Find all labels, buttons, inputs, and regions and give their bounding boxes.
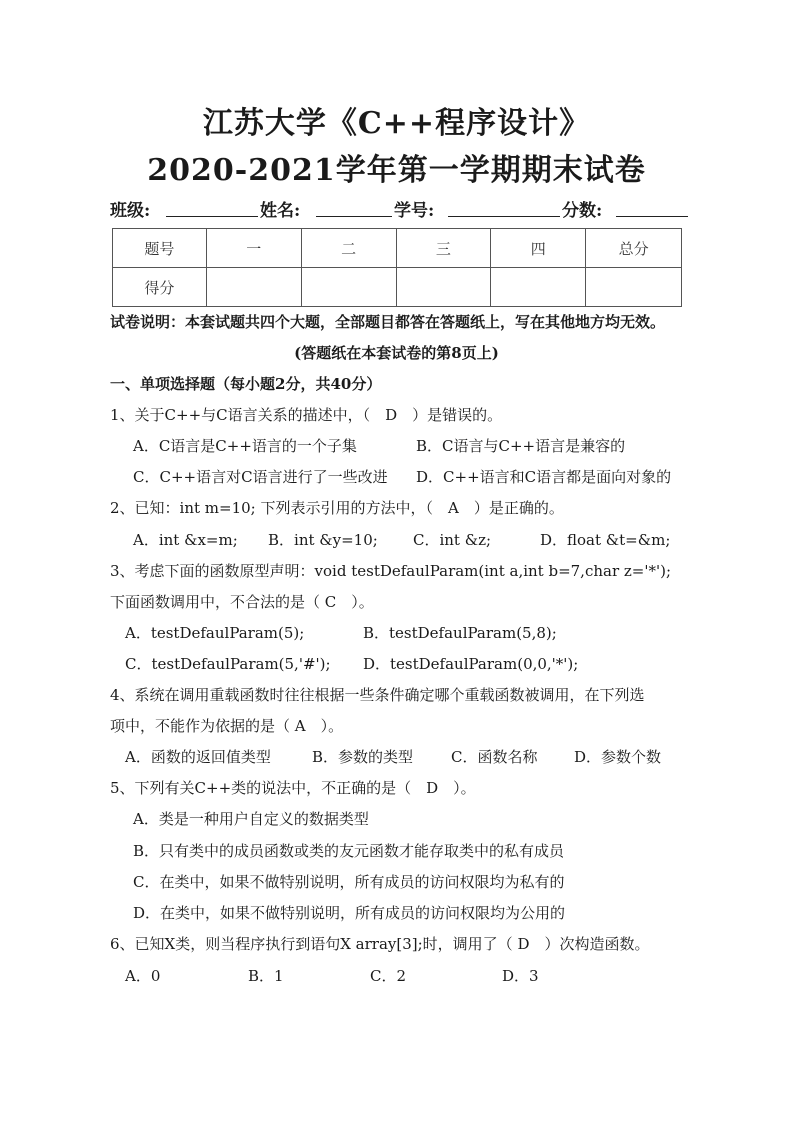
question-5-option-c: C．在类中，如果不做特别说明，所有成员的访问权限均为私有的 xyxy=(133,873,565,891)
score-table-header: 一 xyxy=(206,229,301,268)
question-6-option-c: C．2 xyxy=(370,967,407,985)
score-table-header: 总分 xyxy=(586,229,682,268)
question-3-stem-continued: 下面函数调用中，不合法的是（ C ）。 xyxy=(110,593,374,611)
question-5-option-a: A．类是一种用户自定义的数据类型 xyxy=(133,810,369,828)
score-table-header: 四 xyxy=(491,229,586,268)
instructions-line1: 试卷说明：本套试题共四个大题，全部题目都答在答题纸上，写在其他地方均无效。 xyxy=(110,313,666,331)
score-table xyxy=(112,228,682,307)
section1-heading: 一、单项选择题（每小题2分，共40分） xyxy=(110,375,382,393)
question-4-stem-continued: 项中，不能作为依据的是（ A ）。 xyxy=(110,717,344,735)
score-table-score-row xyxy=(113,268,682,307)
score-cell xyxy=(396,268,491,307)
question-3-option-d: D．testDefaulParam(0,0,'*'); xyxy=(363,655,579,673)
question-4-stem: 4、系统在调用重载函数时往往根据一些条件确定哪个重载函数被调用，在下列选 xyxy=(110,686,645,704)
question-2-stem: 2、已知：int m=10; 下列表示引用的方法中，（ A ）是正确的。 xyxy=(110,499,564,517)
score-blank xyxy=(616,216,688,217)
name-blank xyxy=(316,216,392,217)
question-6-option-b: B．1 xyxy=(248,967,284,985)
question-4-option-c: C．函数名称 xyxy=(451,748,538,766)
score-table-header: 二 xyxy=(301,229,396,268)
question-6-option-a: A．0 xyxy=(125,967,161,985)
question-4-option-d: D．参数个数 xyxy=(574,748,662,766)
student-id-label: 学号: xyxy=(394,201,435,221)
class-label: 班级: xyxy=(110,201,151,221)
question-6-stem: 6、已知X类，则当程序执行到语句X array[3];时，调用了（ D ）次构造函数。 xyxy=(110,935,650,953)
score-cell xyxy=(301,268,396,307)
score-table-header: 三 xyxy=(396,229,491,268)
score-label: 分数: xyxy=(562,201,603,221)
question-2-option-b: B．int &y=10; xyxy=(268,531,378,549)
exam-title-line2: 2020-2021学年第一学期期末试卷 xyxy=(147,153,646,188)
question-3-option-c: C．testDefaulParam(5,'#'); xyxy=(125,655,331,673)
question-1-option-a: A．C语言是C++语言的一个子集 xyxy=(133,437,357,455)
score-row-label: 得分 xyxy=(113,268,207,307)
score-table-header: 题号 xyxy=(113,229,207,268)
question-2-option-a: A．int &x=m; xyxy=(133,531,238,549)
instructions-line2: (答题纸在本套试卷的第8页上) xyxy=(294,344,499,362)
question-5-stem: 5、下列有关C++类的说法中，不正确的是（ D ）。 xyxy=(110,779,476,797)
score-table-header-row xyxy=(113,229,682,268)
question-2-option-d: D．float &t=&m; xyxy=(540,531,671,549)
score-cell xyxy=(491,268,586,307)
question-1-option-c: C．C++语言对C语言进行了一些改进 xyxy=(133,468,388,486)
question-1-option-d: D．C++语言和C语言都是面向对象的 xyxy=(416,468,672,486)
name-label: 姓名: xyxy=(260,201,301,221)
question-4-option-b: B．参数的类型 xyxy=(312,748,414,766)
question-3-stem: 3、考虑下面的函数原型声明：void testDefaulParam(int a,int b=7,char z='*'); xyxy=(110,562,672,580)
question-4-option-a: A．函数的返回值类型 xyxy=(125,748,271,766)
student-info-row xyxy=(110,196,690,222)
question-3-option-b: B．testDefaulParam(5,8); xyxy=(363,624,557,642)
student-id-blank xyxy=(448,216,560,217)
question-2-option-c: C．int &z; xyxy=(413,531,492,549)
exam-title-line1: 江苏大学《C++程序设计》 xyxy=(202,106,591,141)
class-blank xyxy=(166,216,258,217)
score-cell xyxy=(206,268,301,307)
question-1-option-b: B．C语言与C++语言是兼容的 xyxy=(416,437,626,455)
question-5-option-d: D．在类中，如果不做特别说明，所有成员的访问权限均为公用的 xyxy=(133,904,566,922)
score-cell xyxy=(586,268,682,307)
question-5-option-b: B．只有类中的成员函数或类的友元函数才能存取类中的私有成员 xyxy=(133,842,565,860)
question-1-stem: 1、关于C++与C语言关系的描述中，（ D ）是错误的。 xyxy=(110,406,503,424)
question-3-option-a: A．testDefaulParam(5); xyxy=(125,624,305,642)
question-6-option-d: D．3 xyxy=(502,967,539,985)
